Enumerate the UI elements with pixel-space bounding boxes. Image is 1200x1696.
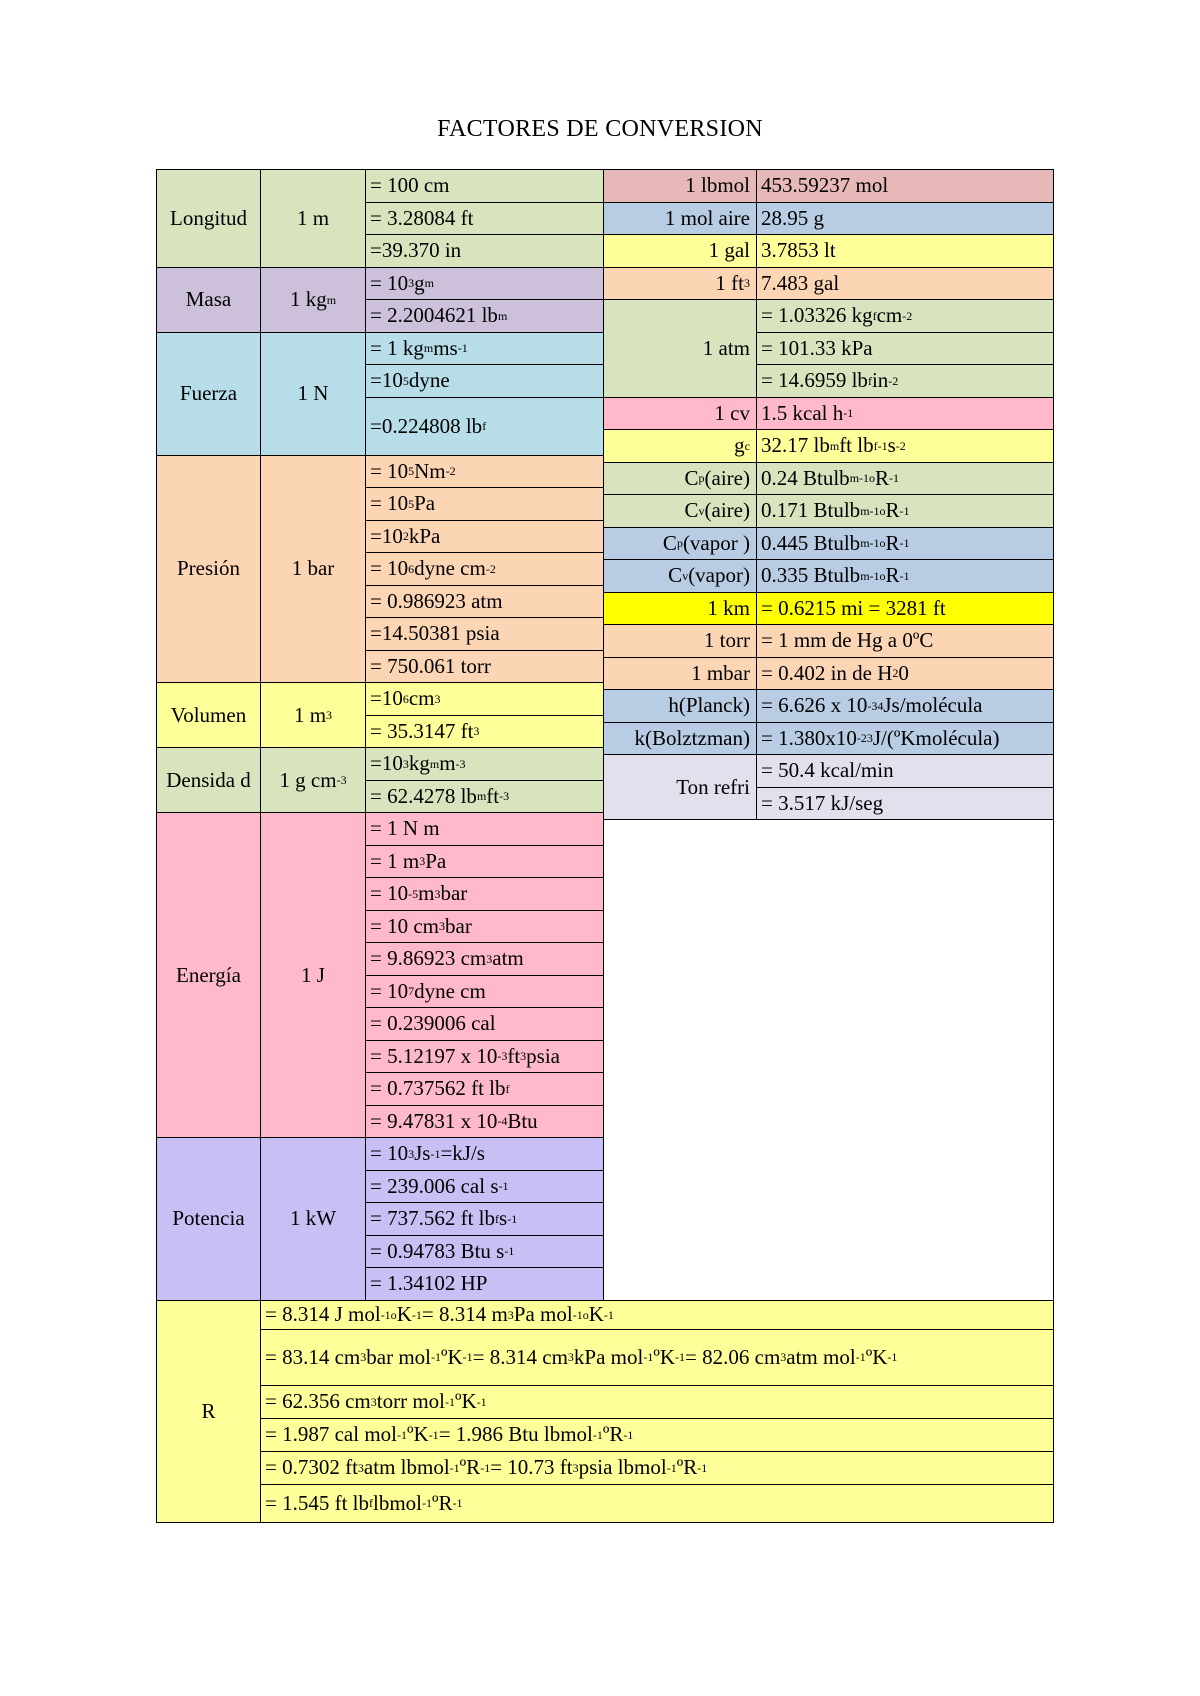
conversion-value: 28.95 g — [756, 202, 1054, 236]
constant-label: C p (aire) — [603, 462, 757, 496]
gas-constant-value: = 62.356 cm 3 torr mol -1 ºK -1 — [260, 1385, 1054, 1419]
conversion-value: = 750.061 torr — [365, 650, 604, 684]
conversion-value: 1.5 kcal h -1 — [756, 397, 1054, 431]
gas-constant-value: = 8.314 J mol -1o K -1 = 8.314 m 3 Pa mol -1o K -1 — [260, 1300, 1054, 1330]
base-unit: 1 m 3 — [260, 682, 366, 748]
conversion-value: = 1 m 3 Pa — [365, 845, 604, 879]
conversion-value: = 3.28084 ft — [365, 202, 604, 236]
conversion-value: =39.370 in — [365, 234, 604, 268]
conversion-value: = 62.4278 lb m ft -3 — [365, 780, 604, 814]
conversion-value: 3.7853 lt — [756, 234, 1054, 268]
constant-label: 1 mbar — [603, 657, 757, 691]
conversion-value: = 10 5 Nm -2 — [365, 455, 604, 489]
conversion-value: = 10 3 g m — [365, 267, 604, 301]
conversion-value: = 0.402 in de H 2 0 — [756, 657, 1054, 691]
conversion-value: = 1.380x10 -23 J/(ºKmolécula) — [756, 722, 1054, 756]
quantity-label: Volumen — [156, 682, 261, 748]
constant-label: h(Planck) — [603, 689, 757, 723]
base-unit: 1 kW — [260, 1137, 366, 1301]
conversion-value: = 0.737562 ft lb f — [365, 1072, 604, 1106]
constant-label: g c — [603, 429, 757, 463]
conversion-value: 0.335 Btulb m -1o R -1 — [756, 559, 1054, 593]
conversion-value: = 50.4 kcal/min — [756, 754, 1054, 788]
base-unit: 1 m — [260, 169, 366, 268]
conversion-value: = 10 3 Js -1 =kJ/s — [365, 1137, 604, 1171]
quantity-label: Fuerza — [156, 332, 261, 456]
constant-label: C p (vapor ) — [603, 527, 757, 561]
constant-label: 1 lbmol — [603, 169, 757, 203]
quantity-label: Presión — [156, 455, 261, 684]
constant-label: 1 ft 3 — [603, 267, 757, 301]
base-unit: 1 N — [260, 332, 366, 456]
conversion-value: = 1.03326 kg f cm -2 — [756, 299, 1054, 333]
conversion-value: = 6.626 x 10 -34 Js/molécula — [756, 689, 1054, 723]
gas-constant-value: = 83.14 cm 3 bar mol -1 ºK -1 = 8.314 cm 3 kPa mol -1 ºK -1 = 82.06 cm 3 atm mol -1 ºK -1 — [260, 1329, 1054, 1386]
conversion-value: = 239.006 cal s -1 — [365, 1170, 604, 1204]
constant-label: k(Bolztzman) — [603, 722, 757, 756]
conversion-value: 0.171 Btulb m -1o R -1 — [756, 494, 1054, 528]
constant-label: 1 km — [603, 592, 757, 626]
conversion-value: = 2.2004621 lb m — [365, 299, 604, 333]
conversion-value: =10 6 cm 3 — [365, 682, 604, 716]
base-unit: 1 g cm -3 — [260, 747, 366, 813]
conversion-value: =14.50381 psia — [365, 617, 604, 651]
constant-label: 1 mol aire — [603, 202, 757, 236]
conversion-value: = 1.34102 HP — [365, 1267, 604, 1301]
base-unit: 1 kg m — [260, 267, 366, 333]
conversion-value: = 10 5 Pa — [365, 487, 604, 521]
conversion-value: 32.17 lb m ft lb f -1 s -2 — [756, 429, 1054, 463]
conversion-value: = 0.6215 mi = 3281 ft — [756, 592, 1054, 626]
conversion-value: 0.445 Btulb m -1o R -1 — [756, 527, 1054, 561]
conversion-value: 0.24 Btulb m -1o R -1 — [756, 462, 1054, 496]
conversion-value: = 0.239006 cal — [365, 1007, 604, 1041]
constant-label: Ton refri — [603, 754, 757, 820]
conversion-value: =10 5 dyne — [365, 364, 604, 398]
conversion-value: = 1 mm de Hg a 0ºC — [756, 624, 1054, 658]
conversion-value: = 10 7 dyne cm — [365, 975, 604, 1009]
quantity-label: Densida d — [156, 747, 261, 813]
conversion-value: = 14.6959 lb f in -2 — [756, 364, 1054, 398]
conversion-value: = 10 -5 m 3 bar — [365, 877, 604, 911]
quantity-label: Longitud — [156, 169, 261, 268]
conversion-value: = 5.12197 x 10 -3 ft 3 psia — [365, 1040, 604, 1074]
quantity-label: Masa — [156, 267, 261, 333]
conversion-value: 453.59237 mol — [756, 169, 1054, 203]
conversion-value: =10 3 kg m m -3 — [365, 747, 604, 781]
conversion-value: = 9.86923 cm 3 atm — [365, 942, 604, 976]
constant-label: C v (vapor) — [603, 559, 757, 593]
gas-constant-value: = 0.7302 ft 3 atm lbmol -1 ºR -1 = 10.73 ft 3 psia lbmol -1 ºR -1 — [260, 1451, 1054, 1485]
constant-label: 1 atm — [603, 299, 757, 398]
conversion-value: = 0.986923 atm — [365, 585, 604, 619]
conversion-value: = 100 cm — [365, 169, 604, 203]
conversion-value: = 3.517 kJ/seg — [756, 787, 1054, 821]
gas-constant-value: = 1.545 ft lb f lbmol -1 ºR -1 — [260, 1484, 1054, 1523]
conversion-value: =10 2 kPa — [365, 520, 604, 554]
conversion-value: = 737.562 ft lb f s -1 — [365, 1202, 604, 1236]
conversion-table — [156, 169, 1053, 1527]
conversion-value: = 35.3147 ft 3 — [365, 715, 604, 749]
constant-label: 1 cv — [603, 397, 757, 431]
quantity-label: Energía — [156, 812, 261, 1138]
conversion-value: =0.224808 lb f — [365, 397, 604, 456]
constant-label: C v (aire) — [603, 494, 757, 528]
empty-area — [603, 819, 1054, 1301]
base-unit: 1 bar — [260, 455, 366, 684]
conversion-value: = 0.94783 Btu s -1 — [365, 1235, 604, 1269]
page-title: FACTORES DE CONVERSION — [437, 116, 763, 142]
conversion-value: 7.483 gal — [756, 267, 1054, 301]
conversion-value: = 1 kg m ms -1 — [365, 332, 604, 366]
gas-constant-value: = 1.987 cal mol -1 ºK -1 = 1.986 Btu lbmol -1 ºR -1 — [260, 1418, 1054, 1452]
conversion-value: = 10 6 dyne cm -2 — [365, 552, 604, 586]
constant-label: 1 torr — [603, 624, 757, 658]
base-unit: 1 J — [260, 812, 366, 1138]
quantity-label: Potencia — [156, 1137, 261, 1301]
constant-label: 1 gal — [603, 234, 757, 268]
conversion-value: = 101.33 kPa — [756, 332, 1054, 366]
conversion-value: = 10 cm 3 bar — [365, 910, 604, 944]
gas-constant-label: R — [156, 1300, 261, 1523]
conversion-value: = 1 N m — [365, 812, 604, 846]
conversion-value: = 9.47831 x 10 -4 Btu — [365, 1105, 604, 1139]
